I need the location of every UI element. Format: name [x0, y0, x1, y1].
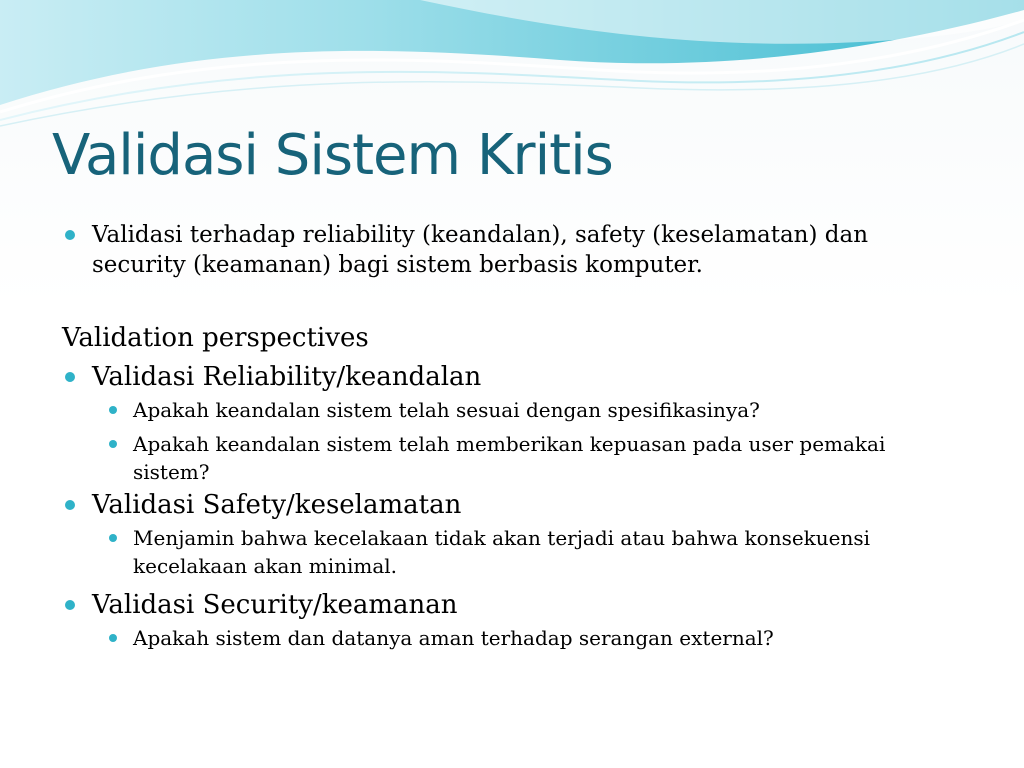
list-item — [62, 624, 962, 652]
bullet-icon — [65, 600, 75, 610]
slide-title: Validasi Sistem Kritis — [52, 123, 613, 188]
intro-bullet — [62, 220, 962, 280]
section-label: Validasi Security/keamanan — [92, 590, 458, 620]
slide-body — [62, 220, 962, 652]
bullet-icon — [65, 372, 75, 382]
list-item — [62, 524, 962, 580]
perspectives-heading: Validation perspectives — [62, 323, 369, 353]
bullet-icon — [65, 230, 75, 240]
list-item-text: Menjamin bahwa kecelakaan tidak akan terjadi atau bahwa konsekuensi kecelakaan akan minimal. — [133, 526, 871, 578]
list-item-text: Apakah sistem dan datanya aman terhadap serangan external? — [133, 626, 774, 650]
bullet-icon — [65, 500, 75, 510]
bullet-icon — [109, 440, 117, 448]
wave-banner-decoration — [0, 0, 1024, 130]
bullet-icon — [109, 406, 117, 414]
section-security — [62, 586, 962, 624]
bullet-icon — [109, 634, 117, 642]
list-item — [62, 430, 962, 486]
list-item-text: Apakah keandalan sistem telah sesuai dengan spesifikasinya? — [133, 398, 760, 422]
intro-text: Validasi terhadap reliability (keandalan), safety (keselamatan) dan security (keamanan) bagi sistem berbasis komputer. — [92, 222, 869, 278]
section-reliability — [62, 358, 962, 396]
list-item — [62, 396, 962, 424]
section-label: Validasi Reliability/keandalan — [92, 362, 482, 392]
list-item-text: Apakah keandalan sistem telah memberikan kepuasan pada user pemakai sistem? — [133, 432, 886, 484]
bullet-icon — [109, 534, 117, 542]
section-label: Validasi Safety/keselamatan — [92, 490, 462, 520]
section-safety — [62, 486, 962, 524]
